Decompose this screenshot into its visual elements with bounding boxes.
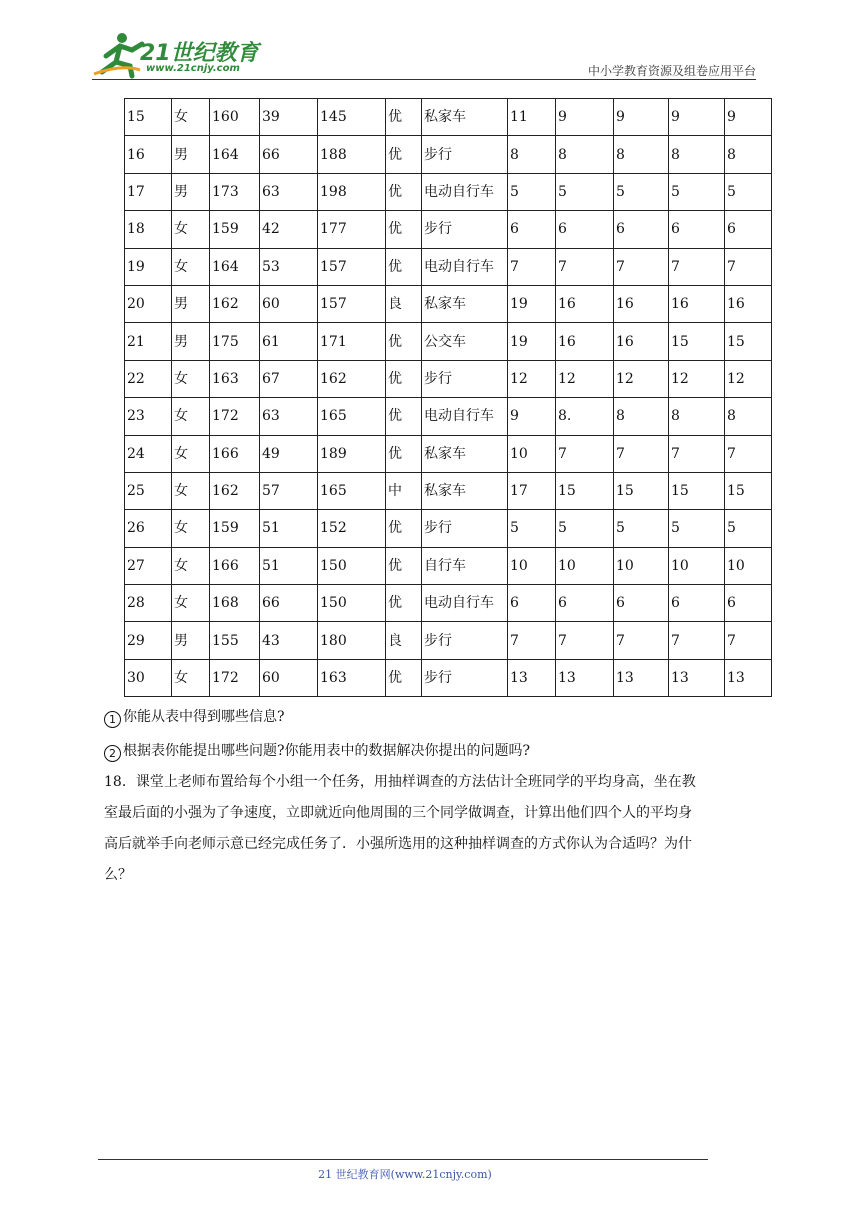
table-cell: 优 bbox=[386, 398, 422, 435]
table-cell: 25 bbox=[125, 472, 172, 509]
table-cell: 152 bbox=[318, 510, 386, 547]
table-cell: 49 bbox=[260, 435, 318, 472]
table-cell: 步行 bbox=[422, 136, 508, 173]
table-cell: 步行 bbox=[422, 510, 508, 547]
table-cell: 5 bbox=[508, 173, 556, 210]
table-cell: 17 bbox=[508, 472, 556, 509]
table-cell: 166 bbox=[210, 547, 260, 584]
table-cell: 66 bbox=[260, 136, 318, 173]
table-cell: 优 bbox=[386, 211, 422, 248]
problem-18 bbox=[104, 767, 772, 891]
table-cell: 男 bbox=[172, 173, 210, 210]
table-cell: 电动自行车 bbox=[422, 585, 508, 622]
table-cell: 6 bbox=[725, 585, 772, 622]
table-cell: 6 bbox=[725, 211, 772, 248]
table-cell: 160 bbox=[210, 99, 260, 136]
table-cell: 165 bbox=[318, 398, 386, 435]
table-cell: 9 bbox=[725, 99, 772, 136]
table-cell: 9 bbox=[556, 99, 614, 136]
table-cell: 61 bbox=[260, 323, 318, 360]
table-row bbox=[125, 248, 772, 285]
table-cell: 29 bbox=[125, 622, 172, 659]
table-cell: 16 bbox=[556, 285, 614, 322]
table-cell: 8 bbox=[614, 136, 669, 173]
table-cell: 23 bbox=[125, 398, 172, 435]
question-1-text: 你能从表中得到哪些信息? bbox=[123, 709, 285, 725]
table-cell: 7 bbox=[725, 435, 772, 472]
table-cell: 16 bbox=[725, 285, 772, 322]
table-cell: 164 bbox=[210, 248, 260, 285]
table-cell: 7 bbox=[614, 248, 669, 285]
table-cell: 优 bbox=[386, 99, 422, 136]
table-cell: 19 bbox=[125, 248, 172, 285]
page-header bbox=[0, 0, 860, 82]
table-cell: 自行车 bbox=[422, 547, 508, 584]
table-cell: 8 bbox=[725, 136, 772, 173]
table-cell: 159 bbox=[210, 510, 260, 547]
table-cell: 172 bbox=[210, 659, 260, 696]
table-cell: 163 bbox=[318, 659, 386, 696]
table-cell: 公交车 bbox=[422, 323, 508, 360]
table-cell: 7 bbox=[508, 248, 556, 285]
table-cell: 171 bbox=[318, 323, 386, 360]
table-cell: 16 bbox=[125, 136, 172, 173]
table-cell: 21 bbox=[125, 323, 172, 360]
table-cell: 198 bbox=[318, 173, 386, 210]
table-cell: 优 bbox=[386, 510, 422, 547]
table-cell: 188 bbox=[318, 136, 386, 173]
question-2-number: 2 bbox=[104, 745, 121, 762]
table-cell: 优 bbox=[386, 435, 422, 472]
table-cell: 女 bbox=[172, 435, 210, 472]
table-row bbox=[125, 136, 772, 173]
table-cell: 步行 bbox=[422, 659, 508, 696]
table-cell: 优 bbox=[386, 360, 422, 397]
table-cell: 女 bbox=[172, 659, 210, 696]
table-cell: 5 bbox=[669, 173, 725, 210]
table-cell: 168 bbox=[210, 585, 260, 622]
table-cell: 7 bbox=[556, 622, 614, 659]
table-cell: 162 bbox=[318, 360, 386, 397]
table-cell: 15 bbox=[614, 472, 669, 509]
table-cell: 优 bbox=[386, 585, 422, 622]
table-cell: 165 bbox=[318, 472, 386, 509]
table-cell: 10 bbox=[556, 547, 614, 584]
table-cell: 11 bbox=[508, 99, 556, 136]
table-cell: 私家车 bbox=[422, 99, 508, 136]
logo-text: 21世纪教育 bbox=[140, 41, 259, 66]
table-cell: 166 bbox=[210, 435, 260, 472]
table-cell: 步行 bbox=[422, 360, 508, 397]
table-cell: 私家车 bbox=[422, 435, 508, 472]
table-cell: 良 bbox=[386, 285, 422, 322]
table-cell: 12 bbox=[614, 360, 669, 397]
table-cell: 26 bbox=[125, 510, 172, 547]
question-2 bbox=[104, 740, 530, 762]
table-cell: 5 bbox=[556, 173, 614, 210]
table-cell: 步行 bbox=[422, 211, 508, 248]
table-cell: 12 bbox=[508, 360, 556, 397]
table-cell: 172 bbox=[210, 398, 260, 435]
table-cell: 女 bbox=[172, 99, 210, 136]
table-row bbox=[125, 173, 772, 210]
table-cell: 57 bbox=[260, 472, 318, 509]
table-cell: 28 bbox=[125, 585, 172, 622]
header-tagline: 中小学教育资源及组卷应用平台 bbox=[587, 64, 756, 78]
table-cell: 53 bbox=[260, 248, 318, 285]
table-row bbox=[125, 360, 772, 397]
table-cell: 女 bbox=[172, 248, 210, 285]
table-cell: 18 bbox=[125, 211, 172, 248]
table-cell: 43 bbox=[260, 622, 318, 659]
table-row bbox=[125, 585, 772, 622]
header-divider bbox=[92, 79, 756, 80]
table-row bbox=[125, 472, 772, 509]
table-cell: 5 bbox=[725, 510, 772, 547]
table-cell: 8 bbox=[556, 136, 614, 173]
table-cell: 5 bbox=[556, 510, 614, 547]
table-cell: 7 bbox=[508, 622, 556, 659]
table-cell: 150 bbox=[318, 547, 386, 584]
table-cell: 良 bbox=[386, 622, 422, 659]
table-cell: 10 bbox=[725, 547, 772, 584]
table-cell: 7 bbox=[669, 622, 725, 659]
table-cell: 女 bbox=[172, 510, 210, 547]
problem-18-line: 室最后面的小强为了争速度，立即就近向他周围的三个同学做调查，计算出他们四个人的平均身 bbox=[104, 805, 692, 821]
table-cell: 15 bbox=[556, 472, 614, 509]
table-cell: 9 bbox=[614, 99, 669, 136]
table-cell: 145 bbox=[318, 99, 386, 136]
table-cell: 51 bbox=[260, 547, 318, 584]
table-cell: 5 bbox=[614, 510, 669, 547]
table-cell: 24 bbox=[125, 435, 172, 472]
table-cell: 66 bbox=[260, 585, 318, 622]
table-cell: 10 bbox=[669, 547, 725, 584]
table-cell: 15 bbox=[125, 99, 172, 136]
table-cell: 6 bbox=[614, 585, 669, 622]
table-cell: 8 bbox=[669, 136, 725, 173]
table-row bbox=[125, 547, 772, 584]
table-cell: 女 bbox=[172, 398, 210, 435]
table-cell: 电动自行车 bbox=[422, 173, 508, 210]
table-cell: 63 bbox=[260, 173, 318, 210]
table-cell: 16 bbox=[614, 323, 669, 360]
table-cell: 优 bbox=[386, 547, 422, 584]
table-cell: 22 bbox=[125, 360, 172, 397]
table-row bbox=[125, 99, 772, 136]
table-cell: 42 bbox=[260, 211, 318, 248]
table-cell: 162 bbox=[210, 285, 260, 322]
table-cell: 男 bbox=[172, 136, 210, 173]
table-cell: 6 bbox=[508, 211, 556, 248]
table-cell: 8 bbox=[614, 398, 669, 435]
table-cell: 7 bbox=[669, 248, 725, 285]
table-row bbox=[125, 323, 772, 360]
table-cell: 7 bbox=[725, 248, 772, 285]
table-cell: 162 bbox=[210, 472, 260, 509]
table-cell: 5 bbox=[725, 173, 772, 210]
table-cell: 15 bbox=[669, 323, 725, 360]
table-cell: 6 bbox=[556, 211, 614, 248]
table-cell: 15 bbox=[725, 323, 772, 360]
footer-divider bbox=[98, 1159, 708, 1160]
table-cell: 175 bbox=[210, 323, 260, 360]
table-cell: 私家车 bbox=[422, 472, 508, 509]
table-row bbox=[125, 435, 772, 472]
problem-18-line: 18．课堂上老师布置给每个小组一个任务，用抽样调查的方法估计全班同学的平均身高，坐在教 bbox=[104, 774, 696, 790]
table-cell: 7 bbox=[614, 435, 669, 472]
table-cell: 163 bbox=[210, 360, 260, 397]
table-cell: 17 bbox=[125, 173, 172, 210]
table-cell: 8. bbox=[556, 398, 614, 435]
table-cell: 女 bbox=[172, 360, 210, 397]
table-cell: 150 bbox=[318, 585, 386, 622]
table-cell: 13 bbox=[614, 659, 669, 696]
table-cell: 优 bbox=[386, 136, 422, 173]
table-cell: 177 bbox=[318, 211, 386, 248]
table-cell: 6 bbox=[556, 585, 614, 622]
table-cell: 女 bbox=[172, 585, 210, 622]
table-cell: 9 bbox=[508, 398, 556, 435]
question-1 bbox=[104, 706, 285, 728]
table-cell: 7 bbox=[669, 435, 725, 472]
table-cell: 5 bbox=[508, 510, 556, 547]
problem-18-line: 高后就举手向老师示意已经完成任务了．小强所选用的这种抽样调查的方式你认为合适吗？为什 bbox=[104, 836, 692, 852]
table-cell: 女 bbox=[172, 547, 210, 584]
question-1-number: 1 bbox=[104, 711, 121, 728]
table-cell: 164 bbox=[210, 136, 260, 173]
table-cell: 男 bbox=[172, 323, 210, 360]
logo-url: www.21cnjy.com bbox=[146, 63, 240, 74]
table-cell: 优 bbox=[386, 173, 422, 210]
table-cell: 优 bbox=[386, 248, 422, 285]
table-cell: 13 bbox=[508, 659, 556, 696]
table-row bbox=[125, 622, 772, 659]
problem-18-line: 么？ bbox=[104, 867, 132, 883]
table-cell: 7 bbox=[556, 435, 614, 472]
table-cell: 12 bbox=[725, 360, 772, 397]
table-cell: 电动自行车 bbox=[422, 398, 508, 435]
table-cell: 9 bbox=[669, 99, 725, 136]
table-cell: 优 bbox=[386, 659, 422, 696]
table-cell: 19 bbox=[508, 323, 556, 360]
table-cell: 5 bbox=[669, 510, 725, 547]
table-cell: 16 bbox=[556, 323, 614, 360]
table-cell: 13 bbox=[725, 659, 772, 696]
table-cell: 优 bbox=[386, 323, 422, 360]
table-cell: 173 bbox=[210, 173, 260, 210]
table-cell: 27 bbox=[125, 547, 172, 584]
table-cell: 6 bbox=[669, 585, 725, 622]
table-cell: 6 bbox=[508, 585, 556, 622]
page-footer: 21 世纪教育网(www.21cnjy.com) bbox=[318, 1168, 492, 1181]
table-cell: 189 bbox=[318, 435, 386, 472]
table-cell: 16 bbox=[614, 285, 669, 322]
table-cell: 7 bbox=[556, 248, 614, 285]
table-cell: 60 bbox=[260, 659, 318, 696]
table-cell: 电动自行车 bbox=[422, 248, 508, 285]
table-cell: 8 bbox=[725, 398, 772, 435]
table-row bbox=[125, 659, 772, 696]
table-cell: 16 bbox=[669, 285, 725, 322]
table-cell: 8 bbox=[508, 136, 556, 173]
table-cell: 10 bbox=[508, 435, 556, 472]
table-cell: 5 bbox=[614, 173, 669, 210]
table-cell: 6 bbox=[669, 211, 725, 248]
table-cell: 10 bbox=[508, 547, 556, 584]
table-cell: 中 bbox=[386, 472, 422, 509]
table-cell: 女 bbox=[172, 211, 210, 248]
table-cell: 6 bbox=[614, 211, 669, 248]
table-cell: 12 bbox=[669, 360, 725, 397]
table-cell: 男 bbox=[172, 622, 210, 659]
table-cell: 30 bbox=[125, 659, 172, 696]
table-row bbox=[125, 285, 772, 322]
table-cell: 私家车 bbox=[422, 285, 508, 322]
table-cell: 19 bbox=[508, 285, 556, 322]
table-cell: 180 bbox=[318, 622, 386, 659]
table-cell: 7 bbox=[614, 622, 669, 659]
table-cell: 10 bbox=[614, 547, 669, 584]
table-row bbox=[125, 398, 772, 435]
question-2-text: 根据表你能提出哪些问题?你能用表中的数据解决你提出的问题吗? bbox=[123, 743, 531, 759]
table-cell: 60 bbox=[260, 285, 318, 322]
table-cell: 157 bbox=[318, 285, 386, 322]
table-row bbox=[125, 510, 772, 547]
table-row bbox=[125, 211, 772, 248]
table-cell: 159 bbox=[210, 211, 260, 248]
table-cell: 13 bbox=[556, 659, 614, 696]
table-cell: 7 bbox=[725, 622, 772, 659]
table-cell: 157 bbox=[318, 248, 386, 285]
table-cell: 13 bbox=[669, 659, 725, 696]
table-cell: 67 bbox=[260, 360, 318, 397]
table-cell: 男 bbox=[172, 285, 210, 322]
table-cell: 155 bbox=[210, 622, 260, 659]
table-cell: 12 bbox=[556, 360, 614, 397]
table-cell: 步行 bbox=[422, 622, 508, 659]
survey-data-table bbox=[124, 98, 772, 697]
table-cell: 20 bbox=[125, 285, 172, 322]
table-cell: 15 bbox=[725, 472, 772, 509]
table-cell: 15 bbox=[669, 472, 725, 509]
table-cell: 51 bbox=[260, 510, 318, 547]
table-cell: 8 bbox=[669, 398, 725, 435]
table-cell: 39 bbox=[260, 99, 318, 136]
table-cell: 女 bbox=[172, 472, 210, 509]
table-cell: 63 bbox=[260, 398, 318, 435]
